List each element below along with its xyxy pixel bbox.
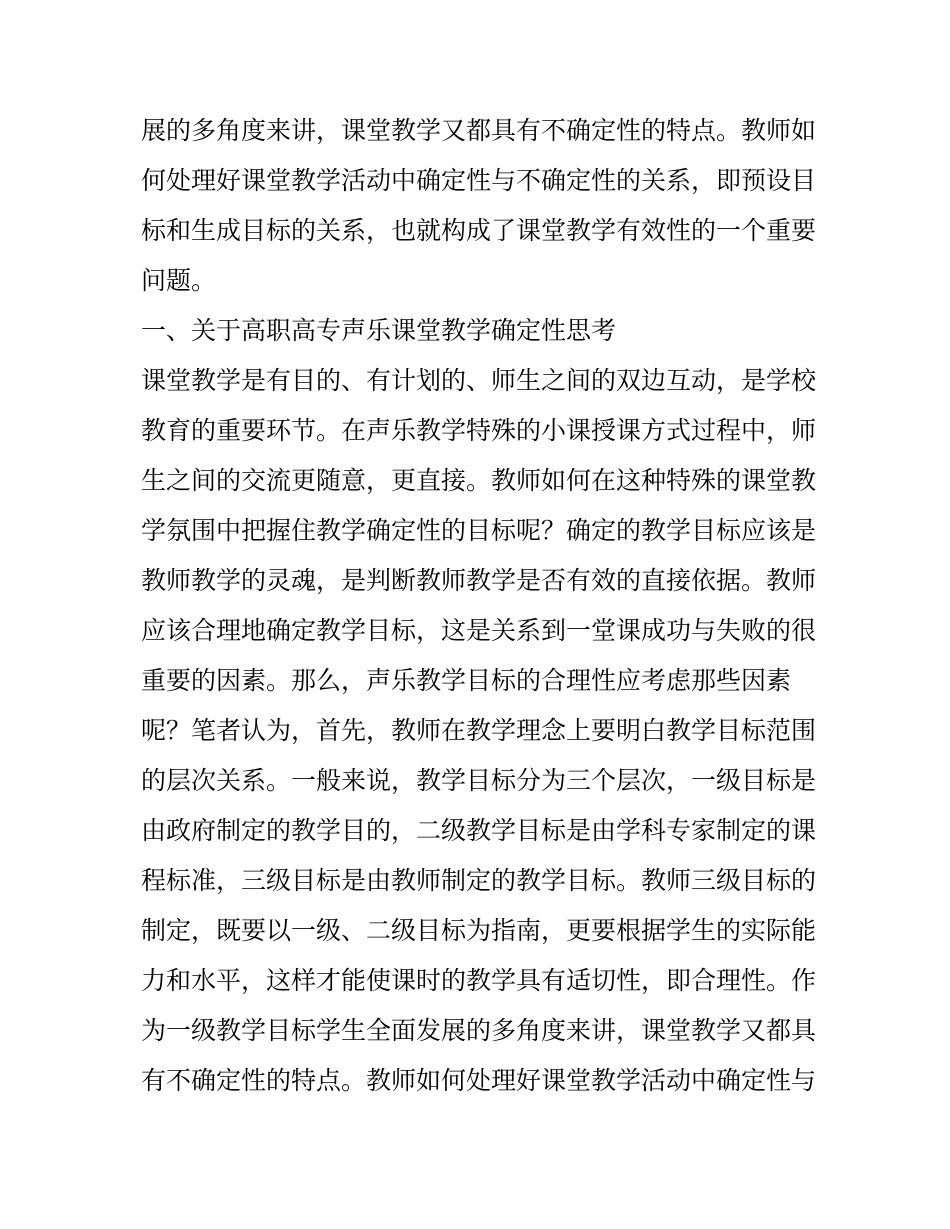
text-line: 何处理好课堂教学活动中确定性与不确定性的关系，即预设目 xyxy=(141,166,817,195)
text-line: 为一级教学目标学生全面发展的多角度来讲，课堂教学又都具 xyxy=(141,1016,817,1045)
text-line: 课堂教学是有目的、有计划的、师生之间的双边互动，是学校 xyxy=(141,366,817,395)
text-line: 教育的重要环节。在声乐教学特殊的小课授课方式过程中，师 xyxy=(141,416,817,445)
text-line: 生之间的交流更随意，更直接。教师如何在这种特殊的课堂教 xyxy=(141,466,817,495)
text-line: 重要的因素。那么，声乐教学目标的合理性应考虑那些因素 xyxy=(141,666,792,695)
text-line: 展的多角度来讲，课堂教学又都具有不确定性的特点。教师如 xyxy=(141,116,817,145)
text-line: 制定，既要以一级、二级目标为指南，更要根据学生的实际能 xyxy=(141,916,817,945)
text-line: 程标准，三级目标是由教师制定的教学目标。教师三级目标的 xyxy=(141,866,817,895)
document-body xyxy=(141,106,821,1106)
section-heading: 一、关于高职高专声乐课堂教学确定性思考 xyxy=(141,316,617,345)
text-line: 教师教学的灵魂，是判断教师教学是否有效的直接依据。教师 xyxy=(141,566,817,595)
text-line: 学氛围中把握住教学确定性的目标呢？确定的教学目标应该是 xyxy=(141,516,817,545)
text-line: 问题。 xyxy=(141,266,217,295)
text-line: 力和水平，这样才能使课时的教学具有适切性，即合理性。作 xyxy=(141,966,817,995)
text-line: 标和生成目标的关系，也就构成了课堂教学有效性的一个重要 xyxy=(141,216,817,245)
text-line: 有不确定性的特点。教师如何处理好课堂教学活动中确定性与 xyxy=(141,1066,817,1095)
text-line: 由政府制定的教学目的，二级教学目标是由学科专家制定的课 xyxy=(141,816,817,845)
text-line: 呢？笔者认为，首先，教师在教学理念上要明白教学目标范围 xyxy=(141,716,817,745)
text-line: 应该合理地确定教学目标，这是关系到一堂课成功与失败的很 xyxy=(141,616,817,645)
text-line: 的层次关系。一般来说，教学目标分为三个层次，一级目标是 xyxy=(141,766,817,795)
